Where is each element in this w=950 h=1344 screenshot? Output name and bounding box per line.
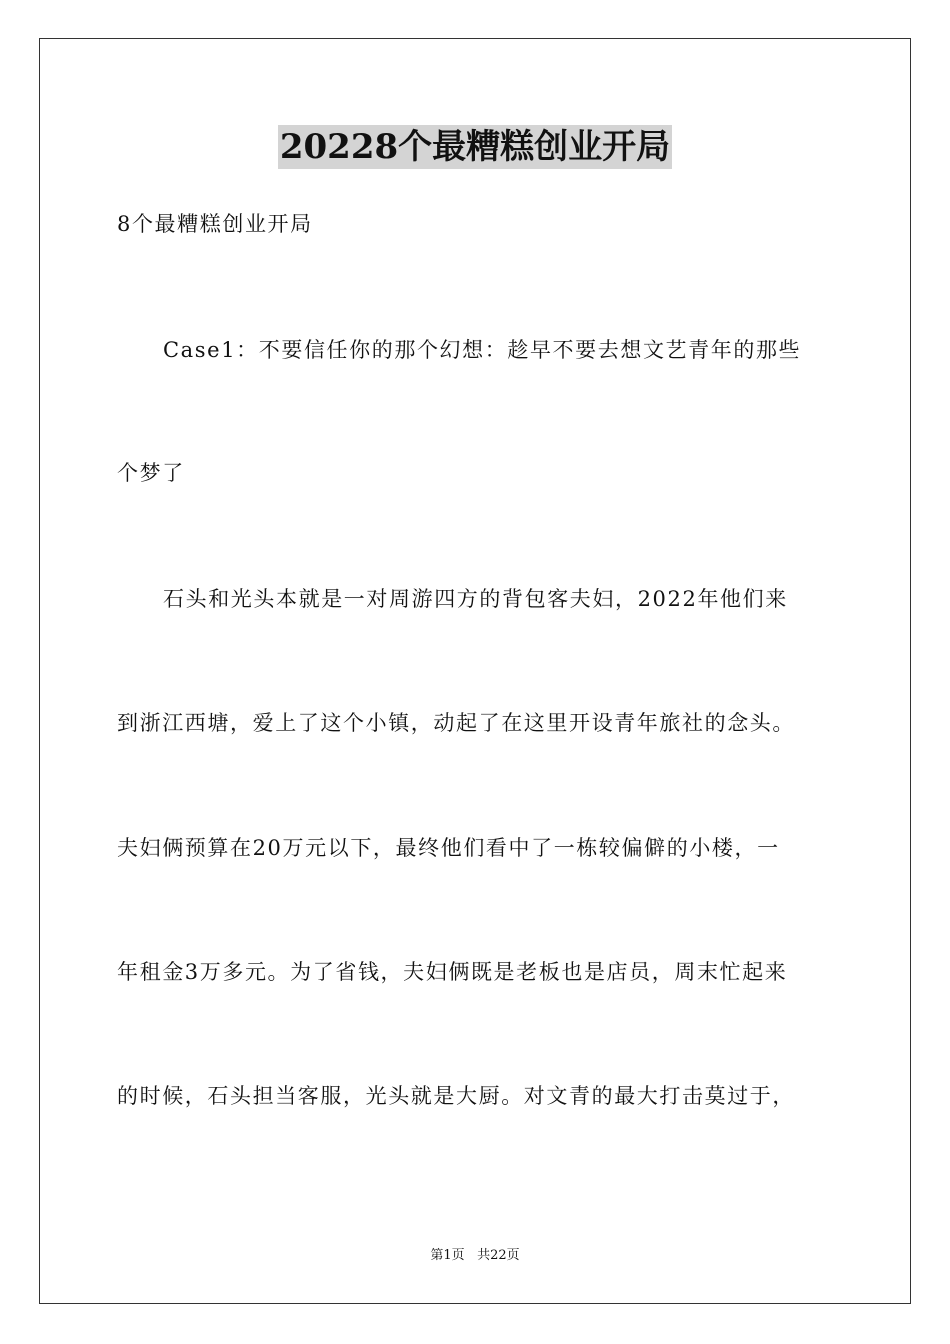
paragraph-line-4: 到浙江西塘，爱上了这个小镇，动起了在这里开设青年旅社的念头。 <box>117 711 795 735</box>
document-subtitle: 8个最糟糕创业开局 <box>117 212 313 236</box>
paragraph-line-7: 的时候，石头担当客服，光头就是大厨。对文青的最大打击莫过于， <box>117 1084 795 1108</box>
page-number: 第1页 <box>430 1248 465 1263</box>
paragraph-line-3: 石头和光头本就是一对周游四方的背包客夫妇，2022年他们来 <box>163 587 788 611</box>
title-container <box>0 125 950 169</box>
page-footer <box>0 1247 950 1265</box>
paragraph-line-5: 夫妇俩预算在20万元以下，最终他们看中了一栋较偏僻的小楼，一 <box>117 836 780 860</box>
paragraph-line-6: 年租金3万多元。为了省钱，夫妇俩既是老板也是店员，周末忙起来 <box>117 960 788 984</box>
document-title: 20228个最糟糕创业开局 <box>279 127 671 167</box>
page-total: 共22页 <box>477 1248 520 1263</box>
paragraph-line-1: Case1：不要信任你的那个幻想：趁早不要去想文艺青年的那些 <box>163 338 802 362</box>
paragraph-line-2: 个梦了 <box>117 461 185 485</box>
